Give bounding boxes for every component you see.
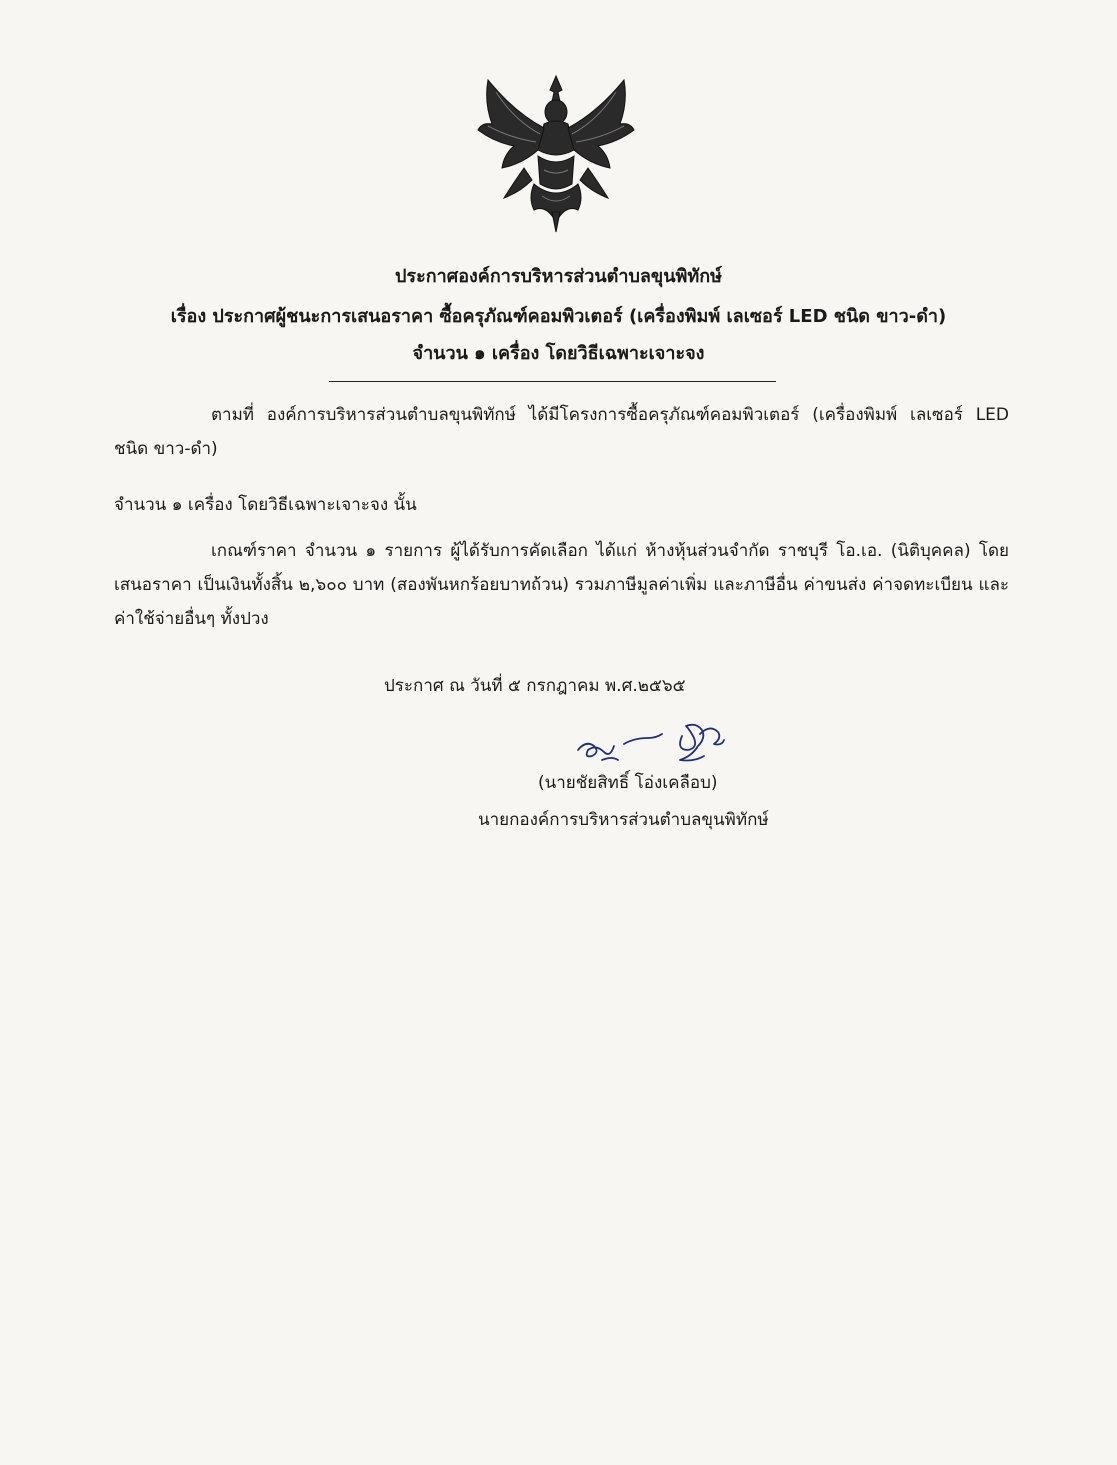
announcement-date: ประกาศ ณ วันที่ ๕ กรกฎาคม พ.ศ.๒๕๖๕ bbox=[384, 676, 686, 696]
handwritten-signature-icon bbox=[572, 716, 732, 772]
announcement-title: ประกาศองค์การบริหารส่วนตำบลขุนพิทักษ์ bbox=[395, 266, 722, 287]
header-divider bbox=[329, 381, 776, 382]
signatory-position: นายกองค์การบริหารส่วนตำบลขุนพิทักษ์ bbox=[478, 810, 769, 830]
announcement-subject: เรื่อง ประกาศผู้ชนะการเสนอราคา ซื้อครุภัณฑ์คอมพิวเตอร์ (เครื่องพิมพ์ เลเซอร์ LED ชนิด ขาว-ดำ) bbox=[170, 306, 947, 327]
garuda-emblem-icon bbox=[474, 72, 638, 234]
body-paragraph-1: ตามที่ องค์การบริหารส่วนตำบลขุนพิทักษ์ ได้มีโครงการซื้อครุภัณฑ์คอมพิวเตอร์ (เครื่องพิมพ์ เลเซอร์ LED ชนิด ขาว-ดำ) bbox=[114, 405, 1009, 459]
announcement-quantity-method: จำนวน ๑ เครื่อง โดยวิธีเฉพาะเจาะจง bbox=[412, 343, 705, 364]
body-paragraph-3: เกณฑ์ราคา จำนวน ๑ รายการ ผู้ได้รับการคัดเลือก ได้แก่ ห้างหุ้นส่วนจำกัด ราชบุรี โอ.เอ. (นิติบุคคล) โดยเสนอราคา เป็นเงินทั้งสิ้น ๒,๖๐๐ บาท (สองพันหกร้อยบาทถ้วน) รวมภาษีมูลค่าเพิ่ม และภาษีอื่น ค่าขนส่ง ค่าจดทะเบียน และค่าใช้จ่ายอื่นๆ ทั้งปวง bbox=[114, 541, 1009, 629]
body-paragraph-2: จำนวน ๑ เครื่อง โดยวิธีเฉพาะเจาะจง นั้น bbox=[114, 495, 417, 515]
signatory-name: (นายชัยสิทธิ์ โอ่งเคลือบ) bbox=[538, 773, 718, 793]
